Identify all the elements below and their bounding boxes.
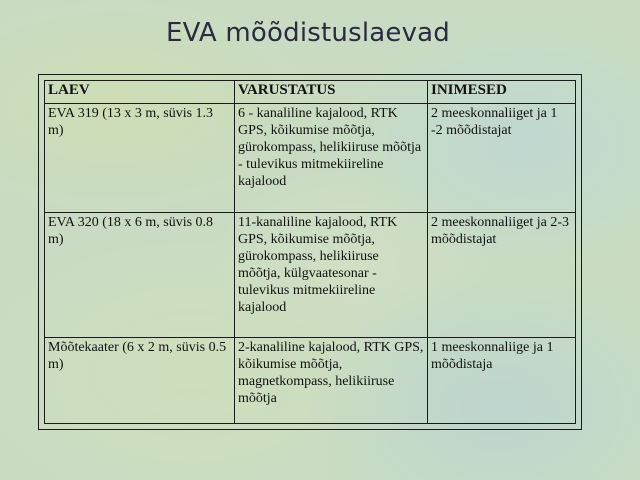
header-people: INIMESED: [428, 81, 576, 104]
cell-ship: EVA 320 (18 x 6 m, süvis 0.8 m): [45, 213, 235, 338]
table-header-row: [45, 81, 576, 104]
cell-ship: EVA 319 (13 x 3 m, süvis 1.3 m): [45, 104, 235, 213]
table-frame: [38, 74, 582, 430]
cell-people: 2 meeskonnaliiget ja 1 -2 mõõdistajat: [428, 104, 576, 213]
table-row: [45, 104, 576, 213]
cell-equipment: 11-kanaliline kajalood, RTK GPS, kõikumise mõõtja, gürokompass, helikiiruse mõõtja, külgvaatesonar - tulevikus mitmekiireline kajalood: [235, 213, 428, 338]
cell-ship: Mõõtekaater (6 x 2 m, süvis 0.5 m): [45, 338, 235, 424]
table-row: [45, 338, 576, 424]
cell-people: 2 meeskonnaliiget ja 2-3 mõõdistajat: [428, 213, 576, 338]
cell-people: 1 meeskonnaliige ja 1 mõõdistaja: [428, 338, 576, 424]
table-row: [45, 213, 576, 338]
cell-equipment: 2-kanaliline kajalood, RTK GPS, kõikumise mõõtja, magnetkompass, helikiiruse mõõtja: [235, 338, 428, 424]
ships-table: [44, 80, 576, 424]
header-ship: LAEV: [45, 81, 235, 104]
header-equipment: VARUSTATUS: [235, 81, 428, 104]
cell-equipment: 6 - kanaliline kajalood, RTK GPS, kõikumise mõõtja, gürokompass, helikiiruse mõõtja - tulevikus mitmekiireline kajalood: [235, 104, 428, 213]
slide-title: EVA mõõdistuslaevad: [165, 18, 450, 48]
